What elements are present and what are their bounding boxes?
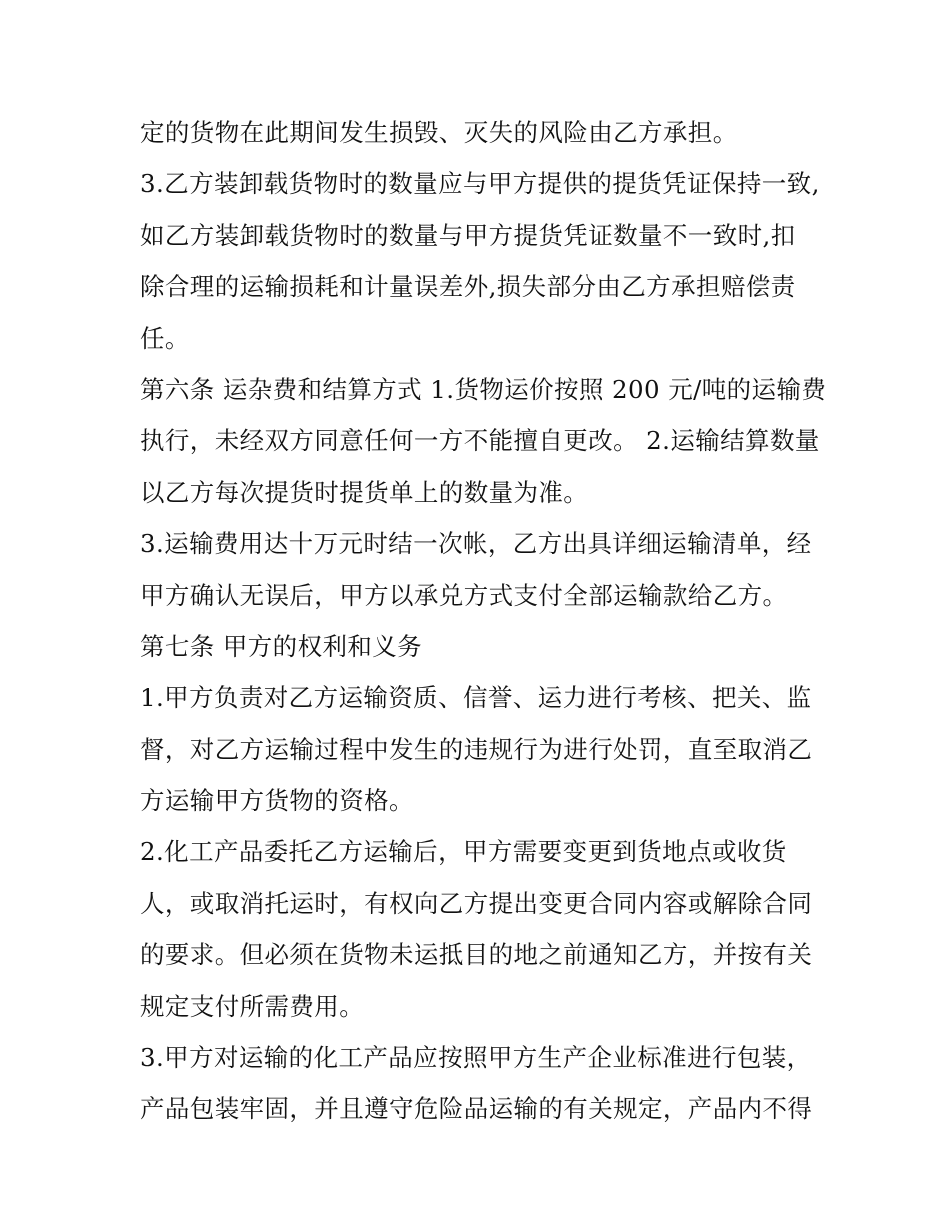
text-line: 甲方确认无误后，甲方以承兑方式支付全部运输款给乙方。	[140, 580, 788, 610]
text-line: 2.化工产品委托乙方运输后，甲方需要变更到货地点或收货	[140, 837, 787, 867]
text-line: 1.甲方负责对乙方运输资质、信誉、运力进行考核、把关、监	[140, 683, 812, 713]
text-line: 除合理的运输损耗和计量误差外,损失部分由乙方承担赔偿责	[140, 272, 796, 302]
text-line: 的要求。但必须在货物未运抵目的地之前通知乙方，并按有关	[140, 940, 813, 970]
contract-text	[140, 107, 830, 1135]
text-line: 执行，未经双方同意任何一方不能擅自更改。 2.运输结算数量	[140, 426, 820, 456]
section-heading-six: 第六条 运杂费和结算方式 1.货物运价按照 200 元/吨的运输费	[140, 374, 827, 404]
text-line: 3.甲方对运输的化工产品应按照甲方生产企业标准进行包装，	[140, 1043, 812, 1073]
text-line: 3.乙方装卸载货物时的数量应与甲方提供的提货凭证保持一致,	[140, 169, 820, 199]
text-line: 方运输甲方货物的资格。	[140, 786, 414, 816]
text-line: 定的货物在此期间发生损毁、灭失的风险由乙方承担。	[140, 118, 738, 147]
text-line: 产品包装牢固，并且遵守危险品运输的有关规定，产品内不得	[140, 1094, 813, 1124]
text-line: 督，对乙方运输过程中发生的违规行为进行处罚，直至取消乙	[140, 734, 813, 764]
text-line: 规定支付所需费用。	[140, 991, 365, 1021]
text-line: 以乙方每次提货时提货单上的数量为准。	[140, 477, 589, 507]
text-line: 任。	[140, 323, 190, 353]
text-line: 人，或取消托运时，有权向乙方提出变更合同内容或解除合同	[140, 888, 813, 918]
text-line: 如乙方装卸载货物时的数量与甲方提货凭证数量不一致时,扣	[140, 220, 796, 250]
text-line: 3.运输费用达十万元时结一次帐，乙方出具详细运输清单，经	[140, 529, 812, 559]
section-heading-seven: 第七条 甲方的权利和义务	[140, 631, 423, 661]
